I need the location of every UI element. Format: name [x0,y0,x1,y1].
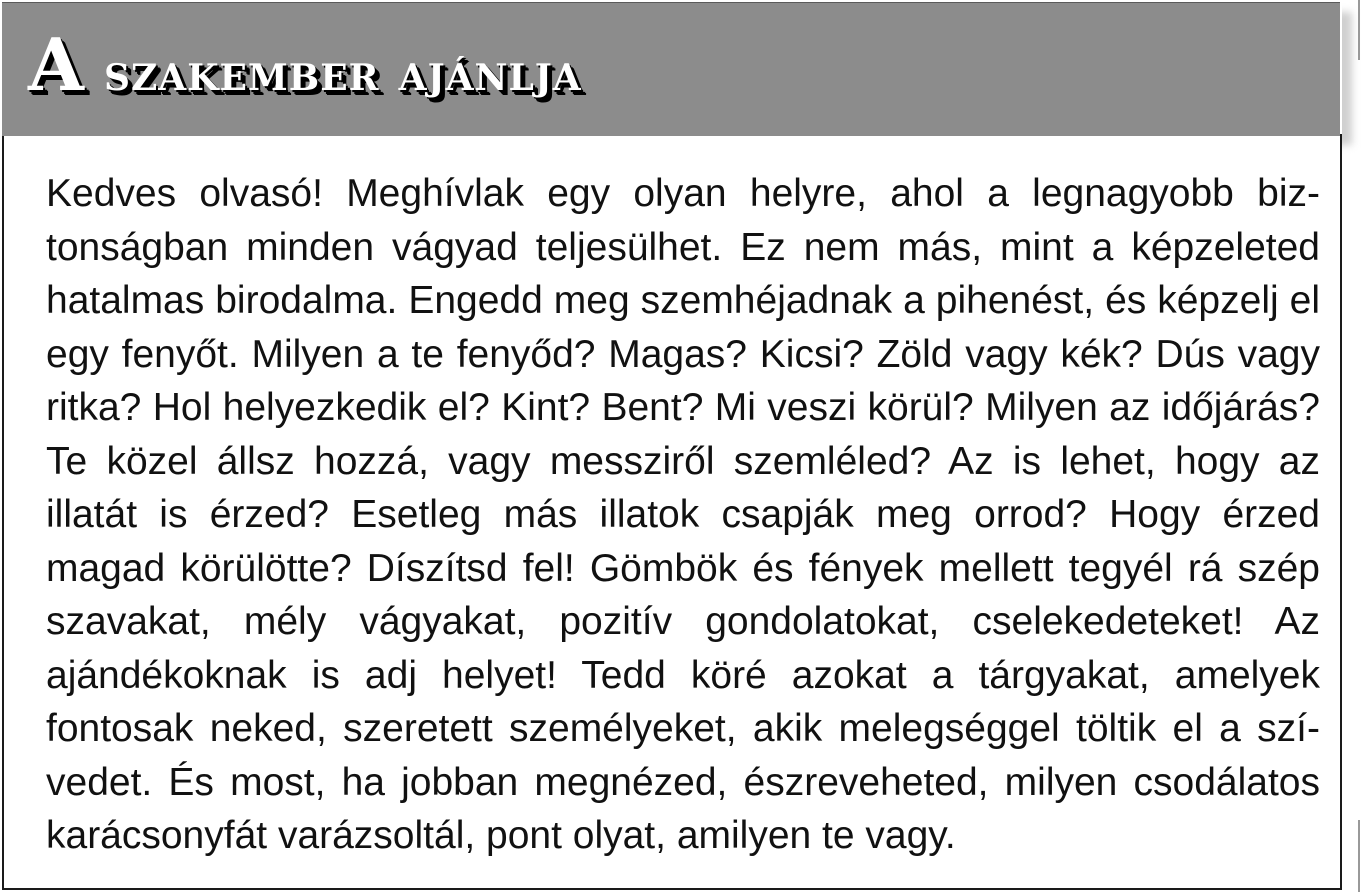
scan-edge-mark [1358,820,1360,892]
title-rest: szakember ajánlja [103,42,582,103]
scan-edge-mark [1358,0,1360,60]
box-right-border [1340,134,1342,890]
title-initial: A [28,22,85,107]
article-body: Kedves olvasó! Meghívlak egy olyan helyre, ahol a legnagyobb biztonságban minden vágyad teljesülhet. Ez nem más, mint a képzeleted hatalmas birodalma. Engedd meg szemhéjadnak a pihenést, és képzelj el egy fenyőt. Milyen a te fenyőd? Magas? Kicsi? Zöld vagy kék? Dús vagy ritka? Hol helyezkedik el? Kint? Bent? Mi veszi körül? Milyen az időjárás? Te közel állsz hozzá, vagy messziről szemléled? Az is lehet, hogy az illatát is érzed? Esetleg más illatok csapják meg orrod? Hogy érzed magad körülötte? Díszítsd fel! Gömbök és fények mellett tegyél rá szép szavakat, mély vágyakat, pozitív gondolatokat, cselekedeteket! Az ajándékoknak is adj helyet! Tedd köré azokat a tárgyakat, amelyek fontosak neked, szeretett személyeket, akik melegséggel töltik el a szívedet. És most, ha jobban megnézed, észreveheted, milyen csodálatos karácsonyfát varázsoltál, pont olyat, amilyen te vagy. [46,172,1320,857]
header-banner [2,2,1340,136]
page-title [28,22,582,113]
